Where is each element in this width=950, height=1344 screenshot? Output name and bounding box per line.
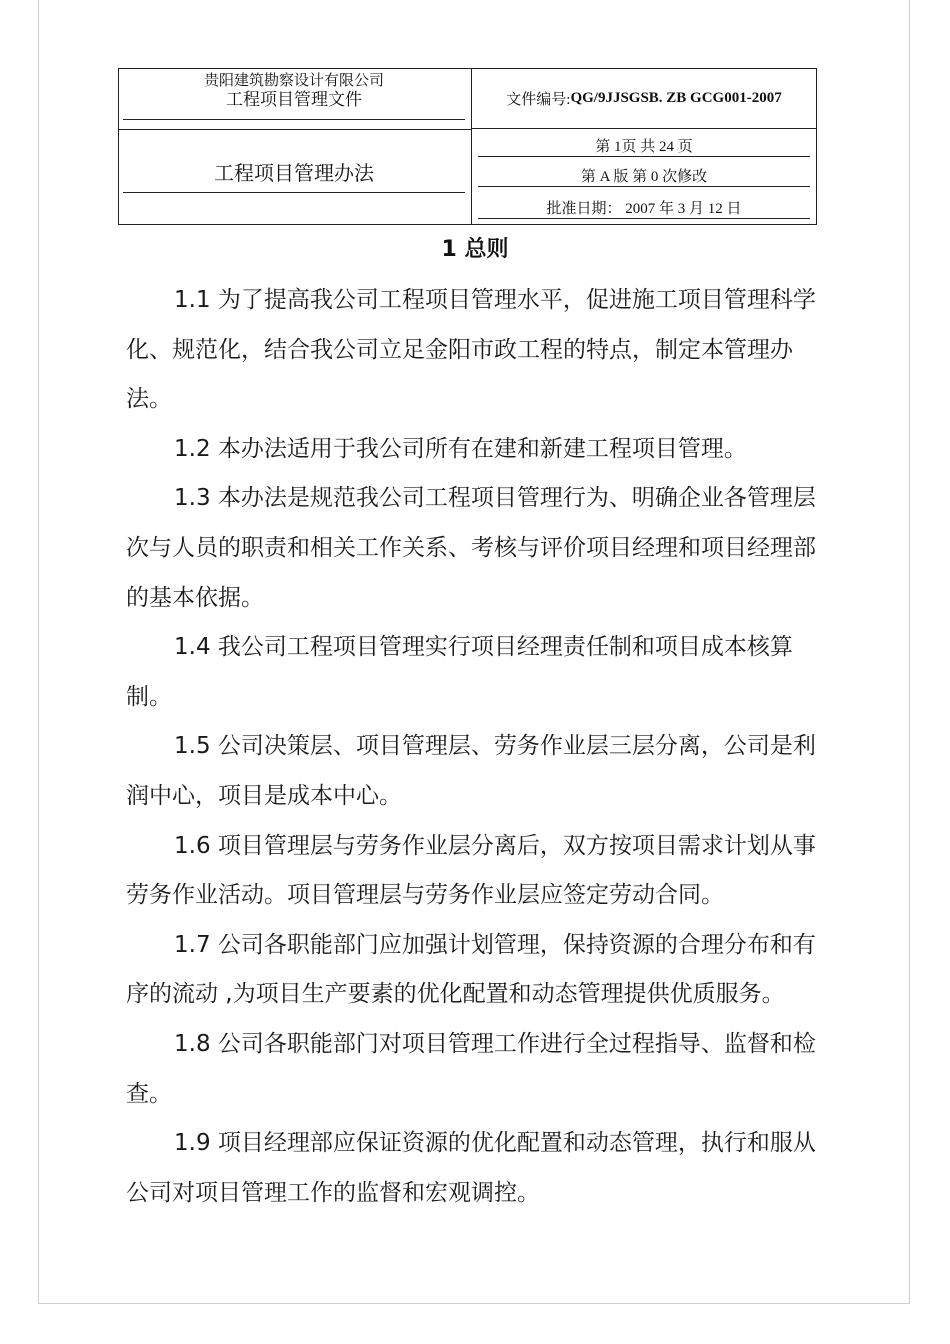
document-type: 工程项目管理文件 xyxy=(226,90,362,109)
document-title: 工程项目管理办法 xyxy=(123,157,465,193)
paragraph-1-8: 1.8 公司各职能部门对项目管理工作进行全过程指导、监督和检查。 xyxy=(126,1030,816,1107)
header-company-block xyxy=(123,69,465,120)
file-number-value: QG/9JJSGSB. ZB GCG001-2007 xyxy=(570,90,782,106)
approval-date-row: 批准日期： 2007 年 3 月 12 日 xyxy=(478,197,810,219)
body-text xyxy=(126,276,826,1218)
paragraph-1-6: 1.6 项目管理层与劳务作业层分离后，双方按项目需求计划从事劳务作业活动。项目管理层与劳务作业层应签定劳动合同。 xyxy=(126,832,816,909)
file-number-label: 文件编号: xyxy=(506,92,571,108)
paragraph-1-4: 1.4 我公司工程项目管理实行项目经理责任制和项目成本核算制。 xyxy=(126,634,793,710)
version-row: 第 A 版 第 0 次修改 xyxy=(478,165,810,187)
section-title: 1 总则 xyxy=(441,237,509,262)
header-right-cell xyxy=(472,69,816,224)
paragraph-1-2: 1.2 本办法适用于我公司所有在建和新建工程项目管理。 xyxy=(174,435,747,462)
paragraph-1-3: 1.3 本办法是规范我公司工程项目管理行为、明确企业各管理层次与人员的职责和相关工作关系、考核与评价项目经理和项目经理部的基本依据。 xyxy=(126,485,816,611)
header-left-cell xyxy=(119,69,472,224)
document-header-table xyxy=(118,68,817,225)
page-count-row: 第 1页 共 24 页 xyxy=(478,135,810,157)
paragraph-1-9: 1.9 项目经理部应保证资源的优化配置和动态管理，执行和服从公司对项目管理工作的监督和宏观调控。 xyxy=(126,1130,816,1206)
paragraph-1-5: 1.5 公司决策层、项目管理层、劳务作业层三层分离，公司是利润中心，项目是成本中心。 xyxy=(126,733,816,809)
paragraph-1-7: 1.7 公司各职能部门应加强计划管理，保持资源的合理分布和有序的流动 ,为项目生产要素的优化配置和动态管理提供优质服务。 xyxy=(126,931,816,1008)
header-divider xyxy=(119,129,472,130)
file-number xyxy=(472,69,816,129)
paragraph-1-1: 1.1 为了提高我公司工程项目管理水平，促进施工项目管理科学化、规范化，结合我公司立足金阳市政工程的特点，制定本管理办法。 xyxy=(126,287,816,413)
company-name: 贵阳建筑勘察设计有限公司 xyxy=(203,73,384,89)
